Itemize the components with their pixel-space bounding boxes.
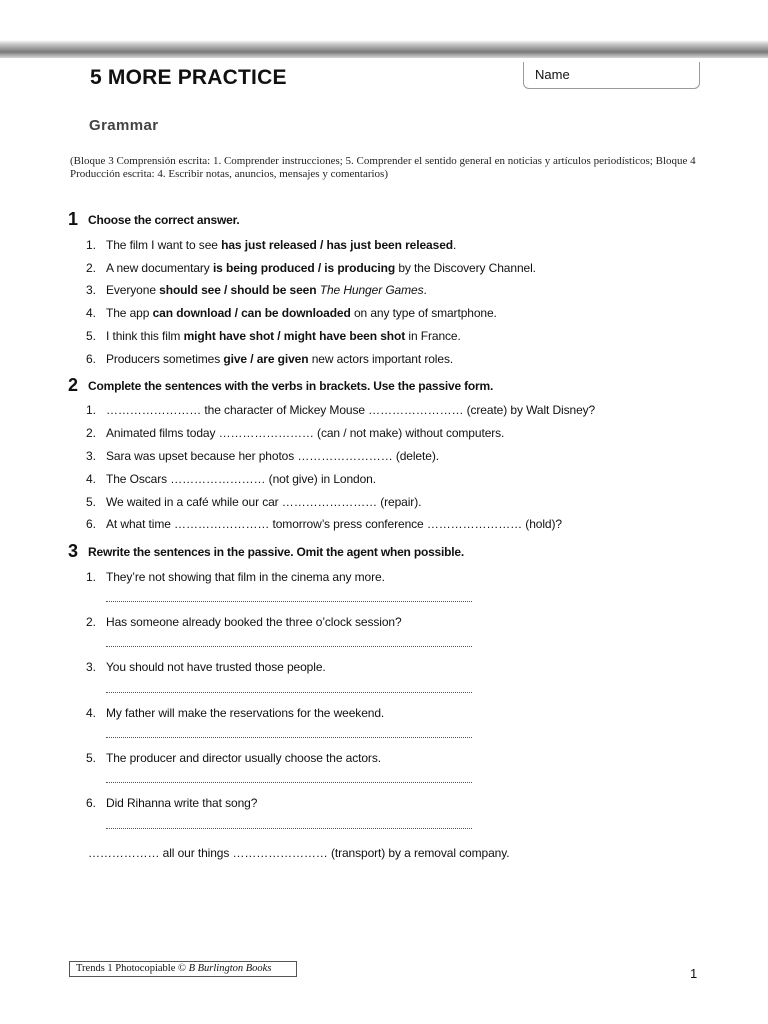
item-text: We waited in a café while our car …………………… (repair). [106,495,422,509]
exercise-2-item [86,403,595,417]
extra-sentence: ……………… all our things …………………… (transport) by a removal company. [88,846,510,860]
answer-line[interactable] [106,684,472,693]
item-text: I think this film [106,329,184,343]
item-text: . [423,283,427,297]
name-field[interactable] [523,62,700,89]
item-number: 6. [86,352,96,366]
footer-copyright [69,961,297,977]
item-text: My father will make the reservations for the weekend. [106,706,385,720]
item-number: 5. [86,495,96,509]
item-number: 2. [86,261,96,275]
item-text: …………………… the character of Mickey Mouse …………………… (create) by Walt Disney? [106,403,596,417]
item-number: 1. [86,238,96,252]
answer-line[interactable] [106,638,472,647]
exercise-2-item [86,426,504,440]
exercise-2-item [86,495,421,509]
exercise-3-item [86,660,326,674]
exercise-1-item [86,306,497,320]
item-text: . [453,238,457,252]
exercise-number: 1 [68,209,79,229]
exercise-1-item [86,283,427,297]
answer-line[interactable] [106,593,472,602]
item-number: 6. [86,517,96,531]
exercise-1-item [86,261,536,275]
exercise-3-item [86,706,384,720]
answer-line[interactable] [106,820,472,829]
item-text: in France. [405,329,461,343]
item-text: The app [106,306,153,320]
item-number: 1. [86,570,96,584]
item-text: At what time …………………… tomorrow’s press conference …………………… (hold)? [106,517,562,531]
exercise-number: 2 [68,375,79,395]
item-number: 1. [86,403,96,417]
answer-options: might have shot / might have been shot [183,329,406,343]
exercise-1-item [86,238,456,252]
exercise-1-item [86,329,461,343]
exercise-instruction: Complete the sentences with the verbs in brackets. Use the passive form. [88,379,494,393]
item-text: The Oscars …………………… (not give) in London. [106,472,376,486]
item-number: 5. [86,751,96,765]
item-text: They’re not showing that film in the cinema any more. [106,570,385,584]
answer-options: give / are given [223,352,309,366]
exercise-instruction: Rewrite the sentences in the passive. Omit the agent when possible. [88,545,465,559]
film-title: The Hunger Games [319,283,424,297]
item-text: The film I want to see [106,238,222,252]
exercise-2-item [86,472,376,486]
name-label: Name [535,67,570,82]
item-number: 2. [86,615,96,629]
item-text: Producers sometimes [106,352,224,366]
page-title [90,66,287,90]
top-bar [0,0,768,58]
item-text: Did Rihanna write that song? [106,796,258,810]
item-number: 3. [86,660,96,674]
item-text: Sara was upset because her photos …………………… (delete). [106,449,439,463]
footer-prefix: Trends 1 Photocopiable © [76,963,189,974]
item-text: Everyone [106,283,160,297]
publisher-name: B Burlington Books [188,963,272,974]
page-number: 1 [690,966,698,981]
item-text: The producer and director usually choose the actors. [106,751,381,765]
exercise-3-item [86,615,402,629]
answer-options: is being produced / is producing [212,261,396,275]
item-text: A new documentary [106,261,213,275]
answer-options: can download / can be downloaded [152,306,351,320]
item-text: on any type of smartphone. [350,306,497,320]
item-text: by the Discovery Channel. [395,261,536,275]
exercise-2-item [86,449,439,463]
exercise-3-item [86,570,385,584]
item-text: Has someone already booked the three o’clock session? [106,615,402,629]
item-text: new actors important roles. [308,352,454,366]
exercise-3-item [86,751,381,765]
answer-line[interactable] [106,729,472,738]
item-number: 4. [86,306,96,320]
answer-options: has just released / has just been released [221,238,454,252]
title-text: MORE PRACTICE [107,66,287,89]
item-number: 5. [86,329,96,343]
section-heading: Grammar [89,117,159,134]
curriculum-note: (Bloque 3 Comprensión escrita: 1. Comprender instrucciones; 5. Comprender el sentido general en noticias y artículos periodísticos; Bloque 4 Producción escrita: 4. Escribir notas, anuncios, mensajes y comentarios) [70,155,696,180]
item-number: 6. [86,796,96,810]
item-number: 4. [86,706,96,720]
item-text: Animated films today …………………… (can / not make) without computers. [106,426,505,440]
exercise-instruction: Choose the correct answer. [88,213,240,227]
answer-options: should see / should be seen [159,283,317,297]
item-number: 3. [86,449,96,463]
item-text: You should not have trusted those people. [106,660,326,674]
item-number: 3. [86,283,96,297]
unit-number: 5 [90,66,102,89]
exercise-number: 3 [68,541,79,561]
answer-line[interactable] [106,774,472,783]
item-number: 2. [86,426,96,440]
exercise-1-item [86,352,453,366]
item-number: 4. [86,472,96,486]
exercise-2-item [86,517,562,531]
exercise-3-item [86,796,257,810]
